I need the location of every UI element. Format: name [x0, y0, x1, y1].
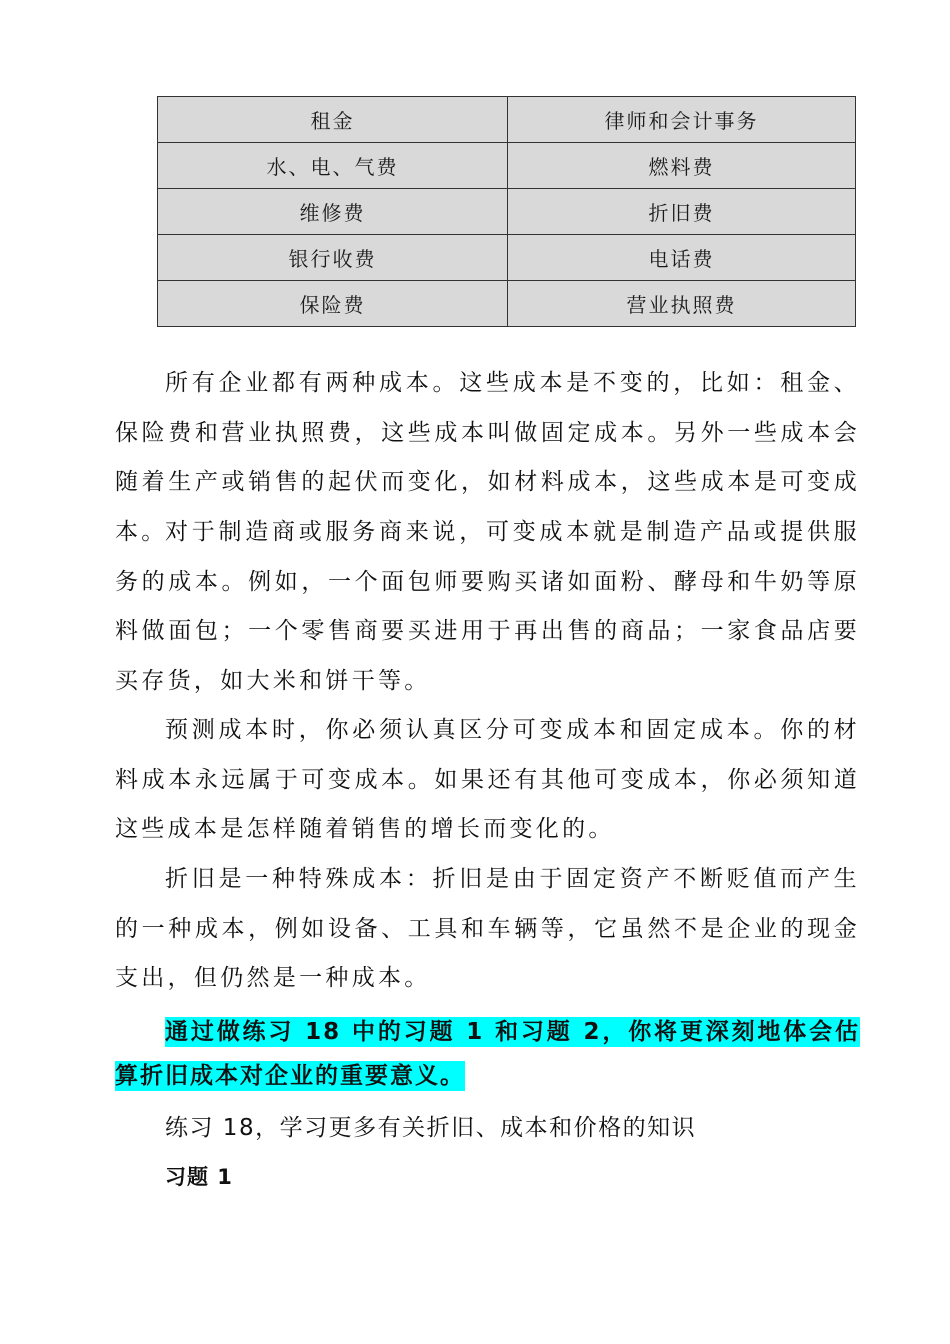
table-row: [158, 189, 856, 235]
table-cell: 营业执照费: [508, 281, 856, 327]
table-cell: 保险费: [158, 281, 508, 327]
table-cell: 租金: [158, 97, 508, 143]
table-cell: 燃料费: [508, 143, 856, 189]
table-cell: 律师和会计事务: [508, 97, 856, 143]
question-heading: 习题 1: [165, 1165, 233, 1189]
table-row: [158, 235, 856, 281]
highlighted-text: 通过做练习 18 中的习题 1 和习题 2，你将更深刻地体会估算折旧成本对企业的重要意义。: [115, 1019, 860, 1089]
body-paragraph-fixed-variable-costs: 所有企业都有两种成本。这些成本是不变的，比如：租金、保险费和营业执照费，这些成本叫做固定成本。另外一些成本会随着生产或销售的起伏而变化，如材料成本，这些成本是可变成本。: [115, 370, 860, 545]
exercise-heading: 练习 18，学习更多有关折旧、成本和价格的知识: [165, 1115, 697, 1141]
table-cell: 银行收费: [158, 235, 508, 281]
table-cell: 水、电、气费: [158, 143, 508, 189]
table-cell: 折旧费: [508, 189, 856, 235]
table-row: [158, 143, 856, 189]
table-row: [158, 281, 856, 327]
body-paragraph-cost-forecasting: 预测成本时，你必须认真区分可变成本和固定成本。你的材料成本永远属于可变成本。如果还有其他可变成本，你必须知道这些成本是怎样随着销售的增长而变化的。: [115, 717, 860, 842]
highlighted-note: [115, 1010, 860, 1098]
table-cell: 维修费: [158, 189, 508, 235]
body-paragraph-variable-cost-examples: 对于制造商或服务商来说，可变成本就是制造产品或提供服务的成本。例如，一个面包师要购买诸如面粉、酵母和牛奶等原料做面包；一个零售商要买进用于再出售的商品；一家食品店要买存货，如大米和饼干等。: [115, 519, 860, 694]
cost-table: [157, 96, 856, 327]
table-cell: 电话费: [508, 235, 856, 281]
body-paragraph-depreciation: 折旧是一种特殊成本：折旧是由于固定资产不断贬值而产生的一种成本，例如设备、工具和车辆等，它虽然不是企业的现金支出，但仍然是一种成本。: [115, 866, 860, 991]
table-row: [158, 97, 856, 143]
